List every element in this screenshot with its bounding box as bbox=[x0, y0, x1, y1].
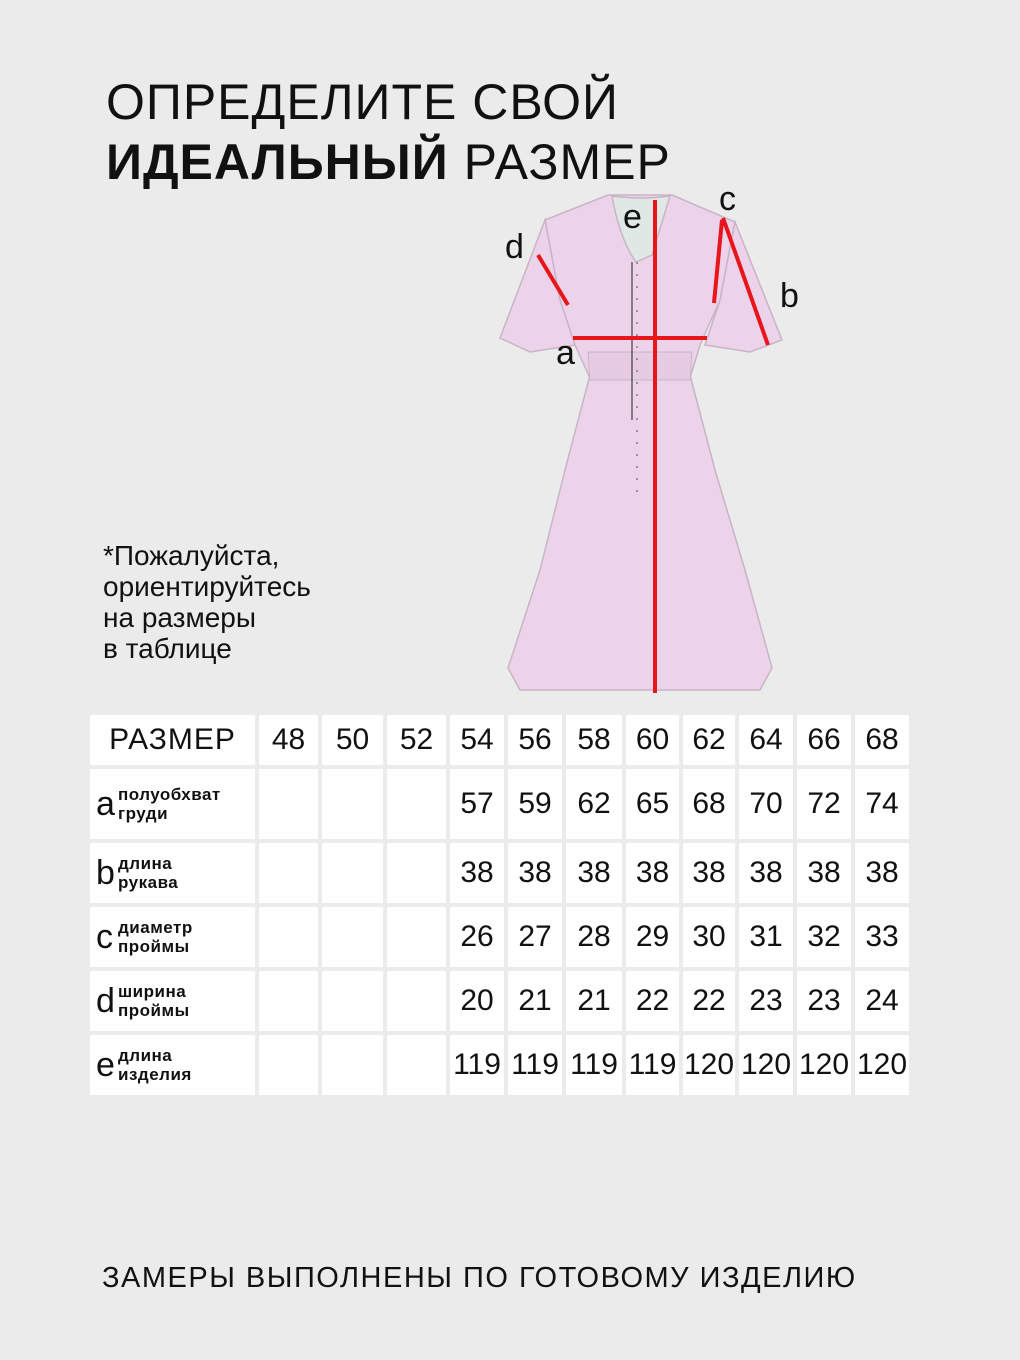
value-cell: 119 bbox=[450, 1035, 504, 1095]
size-note bbox=[103, 540, 423, 664]
value-cell: 119 bbox=[626, 1035, 679, 1095]
size-header-cell: 68 bbox=[855, 715, 909, 765]
value-cell: 38 bbox=[508, 843, 562, 903]
value-cell: 30 bbox=[683, 907, 735, 967]
value-cell: 31 bbox=[739, 907, 793, 967]
param-name-line: проймы bbox=[118, 937, 190, 956]
param-cell bbox=[90, 1035, 255, 1095]
value-cell: 74 bbox=[855, 769, 909, 839]
value-cell: 120 bbox=[739, 1035, 793, 1095]
value-cell: 23 bbox=[739, 971, 793, 1031]
value-cell bbox=[259, 843, 318, 903]
param-name-line: ширина bbox=[118, 982, 187, 1001]
value-cell: 23 bbox=[797, 971, 851, 1031]
note-line: в таблице bbox=[103, 633, 232, 664]
title-rest-word: РАЗМЕР bbox=[463, 134, 671, 190]
value-cell: 21 bbox=[566, 971, 622, 1031]
size-table bbox=[86, 711, 913, 1099]
param-name-line: проймы bbox=[118, 1001, 190, 1020]
value-cell: 38 bbox=[855, 843, 909, 903]
value-cell: 38 bbox=[626, 843, 679, 903]
label-e: e bbox=[623, 198, 642, 236]
value-cell: 62 bbox=[566, 769, 622, 839]
param-name-line: рукава bbox=[118, 873, 179, 892]
value-cell: 27 bbox=[508, 907, 562, 967]
param-name-line: полуобхват bbox=[118, 785, 221, 804]
value-cell: 38 bbox=[566, 843, 622, 903]
param-name-line: изделия bbox=[118, 1065, 192, 1084]
size-header-cell: 48 bbox=[259, 715, 318, 765]
size-header-cell: 60 bbox=[626, 715, 679, 765]
param-letter: c bbox=[96, 917, 113, 956]
value-cell bbox=[259, 1035, 318, 1095]
note-line: ориентируйтесь bbox=[103, 571, 311, 602]
value-cell: 119 bbox=[508, 1035, 562, 1095]
value-cell: 119 bbox=[566, 1035, 622, 1095]
value-cell: 29 bbox=[626, 907, 679, 967]
dress-waist-band bbox=[588, 352, 692, 380]
param-name-line: груди bbox=[118, 804, 169, 823]
value-cell: 72 bbox=[797, 769, 851, 839]
param-letter: b bbox=[96, 853, 115, 892]
size-header-cell: 58 bbox=[566, 715, 622, 765]
param-letter: d bbox=[96, 981, 115, 1020]
value-cell: 120 bbox=[683, 1035, 735, 1095]
size-header-cell: 62 bbox=[683, 715, 735, 765]
title-line-1: ОПРЕДЕЛИТЕ СВОЙ bbox=[106, 74, 619, 130]
value-cell: 21 bbox=[508, 971, 562, 1031]
value-cell bbox=[259, 907, 318, 967]
value-cell bbox=[322, 843, 383, 903]
value-cell: 32 bbox=[797, 907, 851, 967]
param-cell bbox=[90, 769, 255, 839]
size-header-cell: 64 bbox=[739, 715, 793, 765]
label-a: a bbox=[556, 334, 575, 372]
value-cell bbox=[387, 843, 446, 903]
size-header-cell: 52 bbox=[387, 715, 446, 765]
value-cell bbox=[259, 971, 318, 1031]
dress-measurement-diagram bbox=[490, 180, 820, 700]
param-name-line: длина bbox=[118, 1046, 173, 1065]
value-cell: 22 bbox=[626, 971, 679, 1031]
footer-note: ЗАМЕРЫ ВЫПОЛНЕНЫ ПО ГОТОВОМУ ИЗДЕЛИЮ bbox=[102, 1262, 857, 1294]
value-cell: 57 bbox=[450, 769, 504, 839]
table-row bbox=[90, 769, 909, 839]
value-cell: 65 bbox=[626, 769, 679, 839]
note-line: *Пожалуйста, bbox=[103, 540, 280, 571]
value-cell: 38 bbox=[450, 843, 504, 903]
dress-skirt bbox=[508, 375, 772, 690]
param-letter: a bbox=[96, 784, 115, 823]
param-letter: e bbox=[96, 1045, 115, 1084]
value-cell: 22 bbox=[683, 971, 735, 1031]
value-cell bbox=[322, 769, 383, 839]
value-cell: 28 bbox=[566, 907, 622, 967]
value-cell: 38 bbox=[739, 843, 793, 903]
param-cell bbox=[90, 843, 255, 903]
value-cell bbox=[387, 971, 446, 1031]
value-cell bbox=[387, 907, 446, 967]
value-cell bbox=[259, 769, 318, 839]
param-cell bbox=[90, 971, 255, 1031]
table-header-row bbox=[90, 715, 909, 765]
value-cell: 59 bbox=[508, 769, 562, 839]
size-header-cell: 66 bbox=[797, 715, 851, 765]
size-header-cell: 50 bbox=[322, 715, 383, 765]
value-cell: 24 bbox=[855, 971, 909, 1031]
param-cell bbox=[90, 907, 255, 967]
header-size-label: РАЗМЕР bbox=[90, 715, 255, 765]
param-name bbox=[118, 918, 193, 956]
param-name-line: длина bbox=[118, 854, 173, 873]
value-cell: 68 bbox=[683, 769, 735, 839]
size-header-cell: 54 bbox=[450, 715, 504, 765]
table-row bbox=[90, 843, 909, 903]
label-b: b bbox=[780, 277, 799, 315]
value-cell bbox=[322, 1035, 383, 1095]
table-row bbox=[90, 1035, 909, 1095]
table-row bbox=[90, 971, 909, 1031]
value-cell bbox=[322, 971, 383, 1031]
value-cell bbox=[387, 1035, 446, 1095]
param-name bbox=[118, 854, 178, 892]
param-name bbox=[118, 785, 221, 823]
value-cell: 26 bbox=[450, 907, 504, 967]
title-bold-word: ИДЕАЛЬНЫЙ bbox=[106, 134, 449, 190]
value-cell: 20 bbox=[450, 971, 504, 1031]
value-cell: 70 bbox=[739, 769, 793, 839]
param-name bbox=[118, 1046, 192, 1084]
value-cell: 38 bbox=[683, 843, 735, 903]
value-cell: 38 bbox=[797, 843, 851, 903]
label-c: c bbox=[719, 180, 736, 218]
table-row bbox=[90, 907, 909, 967]
value-cell bbox=[322, 907, 383, 967]
value-cell: 120 bbox=[855, 1035, 909, 1095]
param-name bbox=[118, 982, 190, 1020]
value-cell: 120 bbox=[797, 1035, 851, 1095]
value-cell: 33 bbox=[855, 907, 909, 967]
note-line: на размеры bbox=[103, 602, 257, 633]
value-cell bbox=[387, 769, 446, 839]
label-d: d bbox=[505, 228, 524, 266]
param-name-line: диаметр bbox=[118, 918, 193, 937]
size-header-cell: 56 bbox=[508, 715, 562, 765]
